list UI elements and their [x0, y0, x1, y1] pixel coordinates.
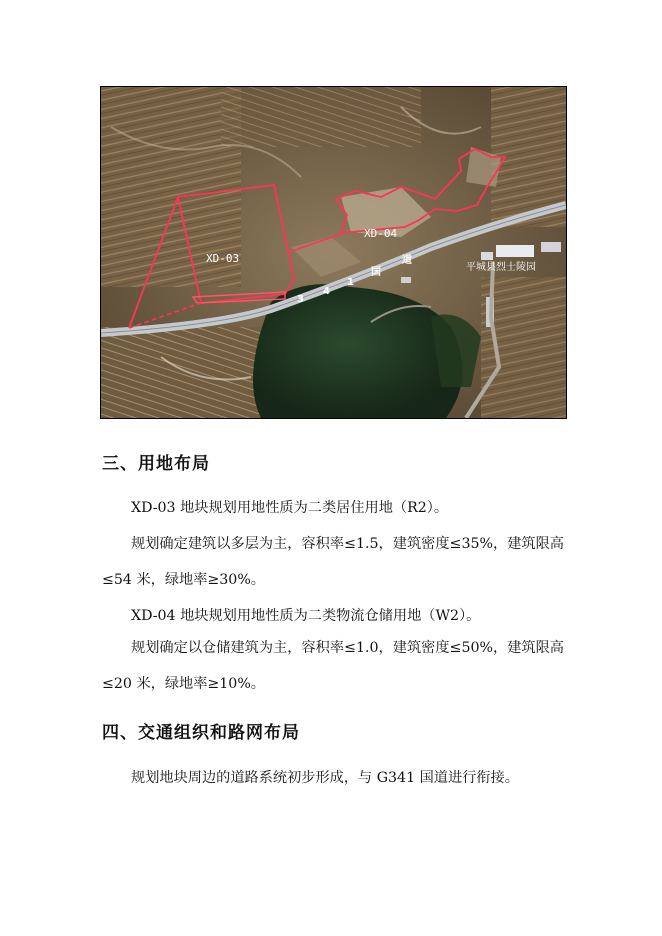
building-block	[496, 245, 534, 257]
label-cemetery: 平城县烈士陵园	[466, 262, 536, 273]
section3-title: 三、用地布局	[102, 454, 210, 474]
road-label-char: 3	[297, 294, 304, 305]
paragraph-text: XD-03 地块规划用地性质为二类居住用地（R2）。	[131, 500, 449, 516]
terrace-fields-top	[221, 87, 421, 147]
road-label-char: 4	[323, 286, 330, 297]
paragraph-text: 规划确定以仓储建筑为主，容积率≤1.0，建筑密度≤50%，建筑限高≤20 米，绿地率≥10%。	[102, 640, 564, 692]
road-label-char: 1	[347, 277, 354, 288]
road-label-char: 国	[371, 267, 381, 278]
label-xd03: XD-03	[206, 252, 240, 265]
section3-paragraph	[102, 490, 564, 526]
paragraph-text: 规划确定建筑以多层为主，容积率≤1.5，建筑密度≤35%，建筑限高≤54 米，绿地率≥30%。	[102, 536, 564, 588]
section3-paragraph	[102, 526, 564, 598]
satellite-map-svg	[101, 87, 566, 418]
building-block	[541, 242, 561, 252]
paragraph-text: XD-04 地块规划用地性质为二类物流仓储用地（W2）。	[131, 608, 481, 624]
road-label-char: 道	[402, 255, 412, 266]
satellite-map	[100, 86, 567, 419]
section3-paragraph	[102, 598, 564, 634]
section4-title: 四、交通组织和路网布局	[102, 723, 300, 743]
building-block	[481, 252, 493, 260]
paragraph-text: 规划地块周边的道路系统初步形成，与 G341 国道进行衔接。	[131, 770, 519, 786]
building-block	[401, 277, 411, 283]
section3-paragraph	[102, 630, 564, 702]
section4-paragraph	[102, 760, 564, 796]
label-xd04: XD-04	[364, 227, 398, 240]
